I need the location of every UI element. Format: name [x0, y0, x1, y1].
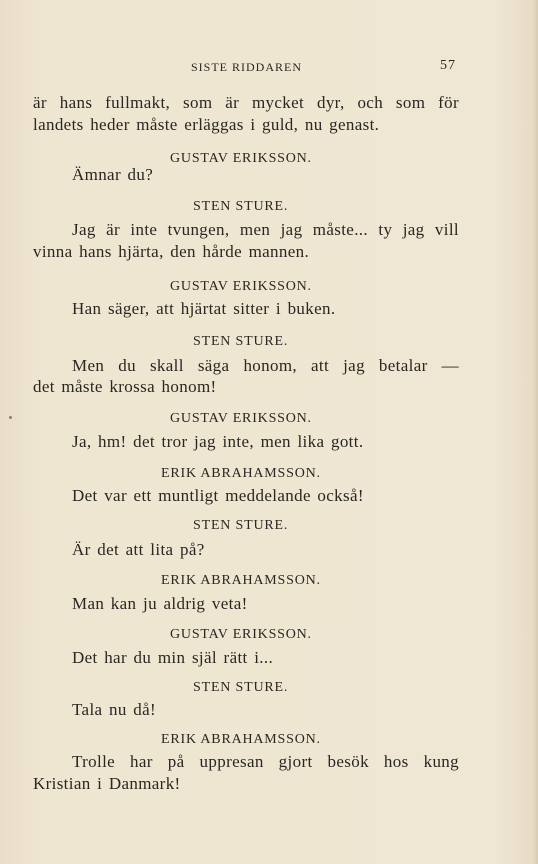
text-line: Det har du min själ rätt i... [72, 648, 274, 667]
running-title: SISTE RIDDAREN [191, 60, 303, 74]
text-line: landets heder måste erläggas i guld, nu genast. [33, 115, 380, 134]
speaker-name: GUSTAV ERIKSSON. [170, 279, 312, 294]
text-line: vinna hans hjärta, den hårde mannen. [33, 242, 310, 261]
text-line: Man kan ju aldrig veta! [72, 594, 248, 613]
text-line: Det var ett muntligt meddelande också! [72, 486, 364, 505]
speaker-name: GUSTAV ERIKSSON. [170, 411, 312, 426]
text-line: det måste krossa honom! [33, 377, 217, 396]
speaker-name: ERIK ABRAHAMSSON. [161, 466, 321, 481]
speaker-name: GUSTAV ERIKSSON. [170, 627, 312, 642]
speaker-name: STEN STURE. [193, 199, 289, 214]
text-line: Han säger, att hjärtat sitter i buken. [72, 299, 336, 318]
text-line: Kristian i Danmark! [33, 774, 181, 793]
text-line: Ämnar du? [72, 165, 154, 184]
page-number: 57 [440, 58, 456, 73]
text-line: Ja, hm! det tror jag inte, men lika gott. [72, 432, 364, 451]
speaker-name: ERIK ABRAHAMSSON. [161, 732, 321, 747]
page-edge-shadow [532, 0, 538, 864]
speaker-name: GUSTAV ERIKSSON. [170, 151, 312, 166]
text-line: Jag är inte tvungen, men jag måste... ty jag vill [72, 220, 459, 239]
ink-speck [9, 416, 12, 419]
text-line: är hans fullmakt, som är mycket dyr, och som för [33, 93, 459, 112]
speaker-name: ERIK ABRAHAMSSON. [161, 573, 321, 588]
speaker-name: STEN STURE. [193, 680, 289, 695]
text-line: Är det att lita på? [72, 540, 205, 559]
speaker-name: STEN STURE. [193, 334, 289, 349]
text-line: Trolle har på uppresan gjort besök hos kung [72, 752, 459, 771]
text-line: Men du skall säga honom, att jag betalar — [72, 356, 459, 375]
text-line: Tala nu då! [72, 700, 157, 719]
speaker-name: STEN STURE. [193, 518, 289, 533]
